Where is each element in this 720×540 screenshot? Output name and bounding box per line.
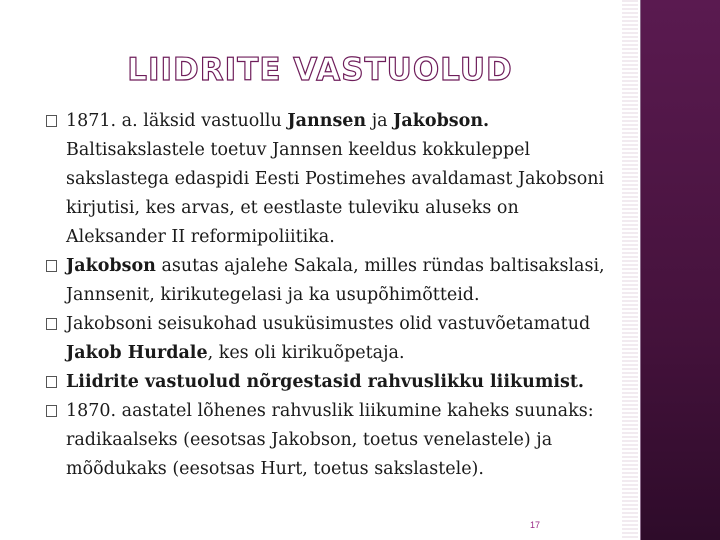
bullet-icon bbox=[46, 405, 57, 417]
bullet-icon bbox=[46, 115, 57, 127]
slide-content bbox=[46, 107, 616, 484]
bullet-emphasis: Jannsen bbox=[287, 111, 367, 131]
slide-title: LIIDRITE VASTUOLUD bbox=[127, 52, 513, 88]
slide-number: 17 bbox=[529, 520, 540, 530]
bullet-item-5 bbox=[46, 397, 616, 484]
bullet-emphasis: Liidrite vastuolud nõrgestasid rahvuslikku liikumist. bbox=[66, 372, 585, 392]
bullet-emphasis: Jakobson. bbox=[393, 111, 490, 131]
bullet-emphasis: Jakobson bbox=[66, 256, 156, 276]
bullet-text: 1870. aastatel lõhenes rahvuslik liikumine kaheks suunaks: radikaalseks (eesotsas Jakobson, toetus venelastele) ja mõõdukaks (eesotsas Hurt, toetus sakslastele). bbox=[66, 401, 594, 479]
bullet-text: Jakobsoni seisukohad usuküsimustes olid vastuvõetamatud bbox=[66, 314, 591, 334]
bullet-item-1 bbox=[46, 107, 616, 252]
bullet-icon bbox=[46, 260, 57, 272]
bullet-icon bbox=[46, 376, 57, 388]
bullet-icon bbox=[46, 318, 57, 330]
bullet-text: ja bbox=[366, 111, 394, 131]
bullet-item-4 bbox=[46, 368, 616, 397]
bullet-text: , kes oli kirikuõpetaja. bbox=[207, 343, 405, 363]
bullet-item-3 bbox=[46, 310, 616, 368]
bullet-item-2 bbox=[46, 252, 616, 310]
bullet-text: 1871. a. läksid vastuollu bbox=[66, 111, 288, 131]
bullet-text: asutas ajalehe Sakala, milles ründas baltisakslasi, Jannsenit, kirikutegelasi ja ka usupõhimõtteid. bbox=[66, 256, 605, 305]
bullet-emphasis: Jakob Hurdale bbox=[66, 343, 208, 363]
right-decorative-band bbox=[640, 0, 720, 540]
bullet-text: Baltisakslastele toetuv Jannsen keeldus kokkuleppel sakslastega edaspidi Eesti Postimehes avaldamast Jakobsoni kirjutisi, kes arvas, et eestlaste tuleviku aluseks on Aleksander II reformipoliitika. bbox=[66, 140, 605, 247]
